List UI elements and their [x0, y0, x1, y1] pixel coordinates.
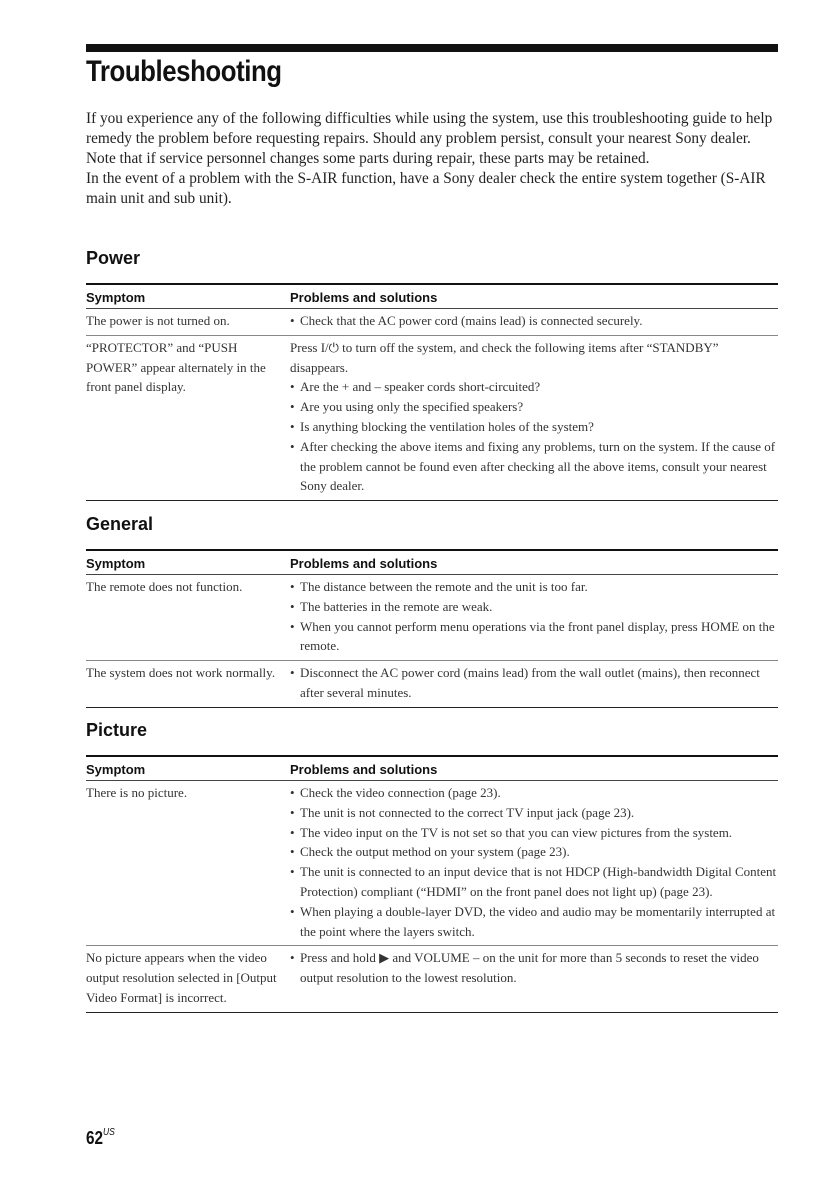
solution-item: • Are the + and – speaker cords short-circuited?: [290, 377, 778, 397]
troubleshooting-table: [86, 549, 778, 708]
symptom-cell: “PROTECTOR” and “PUSH POWER” appear alternately in the front panel display.: [86, 335, 290, 500]
solution-item: • Check that the AC power cord (mains lead) is connected securely.: [290, 311, 778, 331]
solutions-cell: [290, 309, 778, 336]
section-heading: General: [86, 514, 154, 534]
solution-item: • The unit is connected to an input device that is not HDCP (High-bandwidth Digital Content Protection) compliant (“HDMI” on the front panel does not light up) (page 23).: [290, 862, 778, 902]
page-number: [86, 1128, 115, 1149]
page-number-value: 62: [86, 1128, 104, 1148]
solutions-cell: [290, 946, 778, 1012]
symptom-header: Symptom: [86, 284, 290, 309]
section-heading: Power: [86, 248, 141, 268]
solution-item: • Check the output method on your system (page 23).: [290, 842, 778, 862]
table-row: [86, 309, 778, 336]
symptom-cell: There is no picture.: [86, 781, 290, 946]
table-row: [86, 335, 778, 500]
solutions-cell: [290, 661, 778, 708]
solution-item: • Disconnect the AC power cord (mains lead) from the wall outlet (mains), then reconnect after several minutes.: [290, 663, 778, 703]
symptom-header: Symptom: [86, 756, 290, 781]
section-power: [86, 248, 778, 501]
intro-text: [86, 109, 781, 209]
solutions-cell: [290, 781, 778, 946]
solution-item: • Are you using only the specified speakers?: [290, 397, 778, 417]
intro-paragraph: In the event of a problem with the S-AIR function, have a Sony dealer check the entire system together (S-AIR main unit and sub unit).: [86, 170, 766, 207]
solution-lead: Press I/⏻ to turn off the system, and check the following items after “STANDBY” disappears.: [290, 339, 719, 375]
intro-paragraph: If you experience any of the following difficulties while using the system, use this troubleshooting guide to help remedy the problem before requesting repairs. Should any problem persist, consult your nearest Sony dealer.: [86, 110, 773, 147]
symptom-cell: The system does not work normally.: [86, 661, 290, 708]
troubleshooting-table: [86, 755, 778, 1013]
page-number-suffix: US: [103, 1127, 115, 1138]
symptom-cell: No picture appears when the video output resolution selected in [Output Video Format] is incorrect.: [86, 946, 290, 1012]
solution-item: • The distance between the remote and the unit is too far.: [290, 577, 778, 597]
table-row: [86, 575, 778, 661]
symptom-cell: The power is not turned on.: [86, 309, 290, 336]
solution-item: • The video input on the TV is not set so that you can view pictures from the system.: [290, 823, 778, 843]
solution-item: • The batteries in the remote are weak.: [290, 597, 778, 617]
section-picture: [86, 720, 778, 1013]
solutions-header: Problems and solutions: [290, 284, 778, 309]
solution-item: • After checking the above items and fixing any problems, turn on the system. If the cause of the problem cannot be found even after checking all the above items, consult your nearest Sony dealer.: [290, 437, 778, 496]
table-row: [86, 946, 778, 1012]
solution-item: • When you cannot perform menu operations via the front panel display, press HOME on the remote.: [290, 617, 778, 657]
solutions-header: Problems and solutions: [290, 550, 778, 575]
solution-item: • Press and hold ▶ and VOLUME – on the unit for more than 5 seconds to reset the video output resolution to the lowest resolution.: [290, 948, 778, 988]
section-general: [86, 514, 778, 708]
solution-item: • The unit is not connected to the correct TV input jack (page 23).: [290, 803, 778, 823]
solution-item: • Check the video connection (page 23).: [290, 783, 778, 803]
troubleshooting-table: [86, 283, 778, 501]
solution-item: • Is anything blocking the ventilation holes of the system?: [290, 417, 778, 437]
title-rule: [86, 44, 778, 52]
table-row: [86, 781, 778, 946]
solutions-header: Problems and solutions: [290, 756, 778, 781]
symptom-header: Symptom: [86, 550, 290, 575]
intro-paragraph: Note that if service personnel changes some parts during repair, these parts may be retained.: [86, 150, 650, 167]
solutions-cell: [290, 575, 778, 661]
page-title: Troubleshooting: [86, 55, 282, 88]
solution-item: • When playing a double-layer DVD, the video and audio may be momentarily interrupted at the point where the layers switch.: [290, 902, 778, 942]
section-heading: Picture: [86, 720, 148, 740]
solutions-cell: [290, 335, 778, 500]
table-row: [86, 661, 778, 708]
symptom-cell: The remote does not function.: [86, 575, 290, 661]
